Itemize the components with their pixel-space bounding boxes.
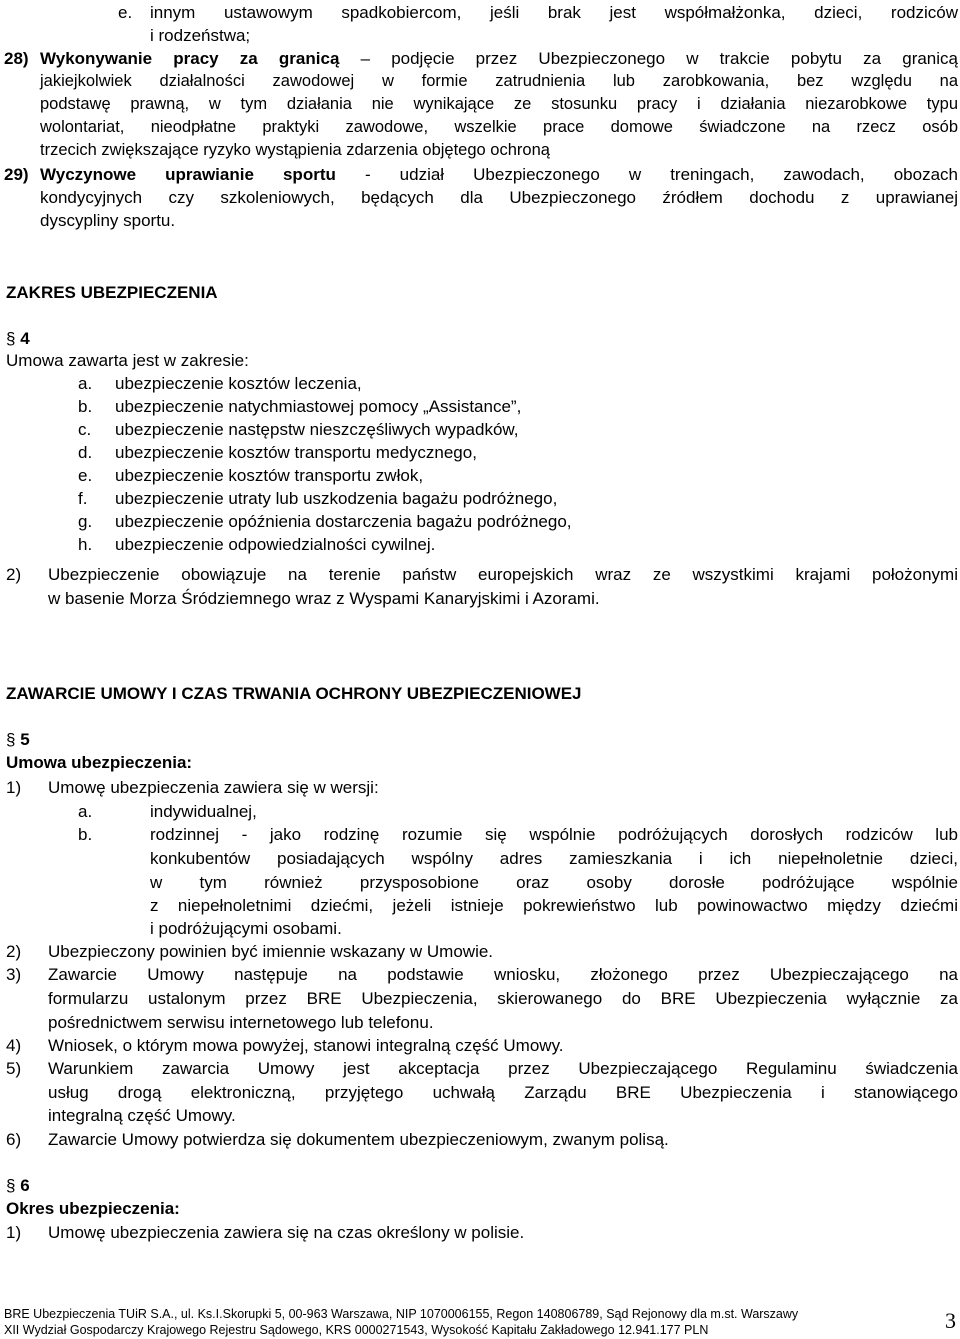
point-number: 2) [6, 942, 22, 961]
point-text: Warunkiem zawarcia Umowy jest akceptacja przez Ubezpieczającego Regulaminu świadczenia [48, 1059, 958, 1078]
point-text: pośrednictwem serwisu internetowego lub telefonu. [48, 1013, 434, 1032]
list-item: i podróżującymi osobami. [150, 919, 342, 938]
list-item: z niepełnoletnimi dziećmi, jeżeli istnieje pokrewieństwo lub powinowactwo między dziećmi [150, 896, 958, 915]
list-item-label: h. [78, 535, 93, 554]
point-text: Zawarcie Umowy potwierdza się dokumentem ubezpieczeniowym, zwanym polisą. [48, 1130, 669, 1149]
point-number: 1) [6, 778, 22, 797]
list-item-label: e. [118, 3, 133, 22]
list-item: indywidualnej, [150, 802, 257, 821]
list-item: ubezpieczenie utraty lub uszkodzenia bagażu podróżnego, [115, 489, 558, 508]
definition-term: Wykonywanie pracy za granicą [40, 49, 340, 68]
definition-text: podstawę prawną, w tym działania nie wynikające ze stosunku pracy i działania niezarobkowe typu [40, 95, 958, 113]
list-item-label: e. [78, 466, 93, 485]
point-text: integralną część Umowy. [48, 1106, 236, 1125]
definition-number: 28) [4, 49, 29, 68]
paragraph-marker: § 6 [6, 1176, 30, 1195]
definition-term: Wyczynowe uprawianie sportu [40, 165, 336, 184]
list-item-label: a. [78, 802, 93, 821]
point-text: Umowę ubezpieczenia zawiera się w wersji: [48, 778, 379, 797]
list-item-label: f. [78, 489, 88, 508]
list-item: ubezpieczenie następstw nieszczęśliwych wypadków, [115, 420, 519, 439]
footer-registry-info: XII Wydział Gospodarczy Krajowego Rejestru Sądowego, KRS 0000271543, Wysokość Kapitału Zakładowego 12.941.177 PLN [4, 1323, 709, 1337]
scope-intro: Umowa zawarta jest w zakresie: [6, 351, 249, 370]
point-text: Umowę ubezpieczenia zawiera się na czas określony w polisie. [48, 1223, 525, 1242]
list-item: rodzinnej - jako rodzinę rozumie się wspólnie podróżujących dorosłych rodziców lub [150, 825, 958, 844]
list-item: ubezpieczenie odpowiedzialności cywilnej. [115, 535, 436, 554]
territory-text: w basenie Morza Śródziemnego wraz z Wyspami Kanaryjskimi i Azorami. [48, 589, 600, 608]
definition-text: dyscypliny sportu. [40, 211, 176, 230]
paragraph-marker: § 5 [6, 730, 30, 749]
list-item: ubezpieczenie kosztów transportu medycznego, [115, 443, 477, 462]
list-item: w tym również przysposobione oraz osoby dorosłe podróżujące wspólnie [150, 873, 958, 892]
definition-text: i rodzeństwa; [150, 26, 251, 45]
list-item-label: d. [78, 443, 93, 462]
definition-text: trzecich zwiększające ryzyko wystąpienia zdarzenia objętego ochroną [40, 141, 550, 159]
section-heading: ZAWARCIE UMOWY I CZAS TRWANIA OCHRONY UBEZPIECZENIOWEJ [6, 684, 582, 703]
section-heading: ZAKRES UBEZPIECZENIA [6, 283, 218, 302]
territory-text: Ubezpieczenie obowiązuje na terenie państw europejskich wraz ze wszystkimi krajami położonymi [48, 565, 958, 584]
point-number: 2) [6, 565, 22, 584]
point-number: 1) [6, 1223, 22, 1242]
point-number: 4) [6, 1036, 22, 1055]
point-text: usług drogą elektroniczną, przyjętego uchwałą Zarządu BRE Ubezpieczenia i stanowiącego [48, 1083, 958, 1102]
point-number: 3) [6, 965, 22, 984]
definition-text: – podjęcie przez Ubezpieczonego w trakcie pobytu za granicą [339, 49, 958, 68]
definition-text: - udział Ubezpieczonego w treningach, zawodach, obozach [335, 165, 958, 184]
definition-text: jakiejkolwiek działalności zawodowej w formie zatrudnienia lub zarobkowania, bez względu na [40, 72, 958, 90]
list-item-label: c. [78, 420, 92, 439]
page-number: 3 [945, 1308, 956, 1333]
point-text: Zawarcie Umowy następuje na podstawie wniosku, złożonego przez Ubezpieczającego na [48, 965, 958, 984]
point-text: Ubezpieczony powinien być imiennie wskazany w Umowie. [48, 942, 494, 961]
list-item: konkubentów posiadających wspólny adres zamieszkania i ich niepełnoletnie dzieci, [150, 849, 958, 868]
definition-number: 29) [4, 165, 29, 184]
list-item-label: g. [78, 512, 93, 531]
footer-company-info: BRE Ubezpieczenia TUiR S.A., ul. Ks.I.Skorupki 5, 00-963 Warszawa, NIP 1070006155, Regon 140806789, Sąd Rejonowy dla m.st. Warszawy [4, 1307, 799, 1321]
point-number: 5) [6, 1059, 22, 1078]
definition-29 [40, 163, 958, 186]
definition-28 [40, 47, 958, 70]
paragraph-marker: § 4 [6, 329, 30, 348]
point-number: 6) [6, 1130, 22, 1149]
list-item-label: b. [78, 825, 93, 844]
list-item: ubezpieczenie opóźnienia dostarczenia bagażu podróżnego, [115, 512, 572, 531]
point-text: formularzu ustalonym przez BRE Ubezpieczenia, skierowanego do BRE Ubezpieczenia wyłącznie za [48, 989, 958, 1008]
list-item: ubezpieczenie natychmiastowej pomocy „Assistance”, [115, 397, 522, 416]
point-text: Wniosek, o którym mowa powyżej, stanowi integralną część Umowy. [48, 1036, 564, 1055]
definition-text: innym ustawowym spadkobiercom, jeśli brak jest współmałżonka, dzieci, rodziców [150, 3, 958, 22]
list-item-label: a. [78, 374, 93, 393]
definition-text: kondycyjnych czy szkoleniowych, będących dla Ubezpieczonego źródłem dochodu z uprawianej [40, 188, 958, 207]
definition-text: wolontariat, nieodpłatne praktyki zawodowe, wszelkie prace domowe świadczone na rzecz osób [40, 118, 958, 136]
list-item: ubezpieczenie kosztów transportu zwłok, [115, 466, 424, 485]
list-item: ubezpieczenie kosztów leczenia, [115, 374, 362, 393]
list-item-label: b. [78, 397, 93, 416]
subheading: Okres ubezpieczenia: [6, 1199, 180, 1218]
subheading: Umowa ubezpieczenia: [6, 753, 193, 772]
